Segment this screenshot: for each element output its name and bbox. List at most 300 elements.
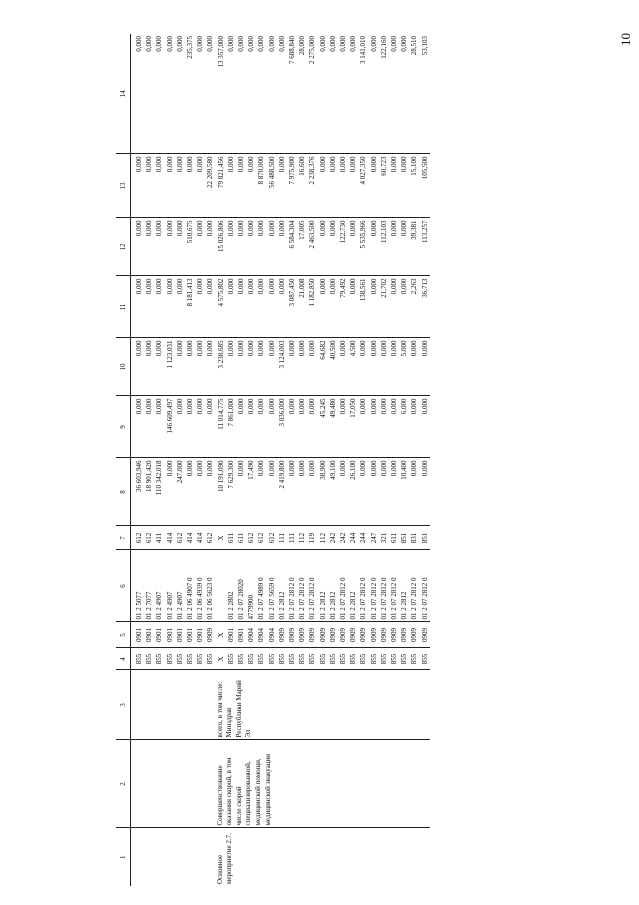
table-cell: 0,000 <box>195 338 205 396</box>
table-cell: 0,000 <box>307 396 317 458</box>
table-cell: 0,000 <box>131 396 145 458</box>
empty-cell <box>297 828 307 886</box>
table-row <box>144 34 154 886</box>
table-cell: 0,000 <box>267 218 277 276</box>
table-cell: 0,000 <box>246 396 256 458</box>
column-number-1: 1 <box>116 828 131 886</box>
table-cell: 1 182,850 <box>307 276 317 338</box>
cell-text: всего, в том числе: Минздрав Республики Марий Эл <box>215 680 253 738</box>
table-cell: 0,000 <box>154 276 164 338</box>
table-cell: 3 238,685 <box>216 338 226 396</box>
empty-cell <box>358 740 368 828</box>
table-cell: 105,500 <box>420 154 430 218</box>
table-cell: 851 <box>399 526 409 550</box>
table-cell: 01 2 4907 <box>154 550 164 622</box>
table-cell: 0,000 <box>185 154 195 218</box>
table-cell: 0909 <box>379 622 389 648</box>
table-cell: 0,000 <box>307 458 317 526</box>
table-cell: 7 975,900 <box>287 154 297 218</box>
table-cell: 0,000 <box>358 458 368 526</box>
empty-cell <box>409 670 419 740</box>
table-row <box>216 34 226 886</box>
table-cell: 7 629,300 <box>226 458 236 526</box>
empty-cell <box>131 670 145 740</box>
table-cell: 0,000 <box>175 338 185 396</box>
table-cell: 414 <box>185 526 195 550</box>
empty-cell <box>379 670 389 740</box>
empty-cell <box>328 828 338 886</box>
table-cell: 0,000 <box>409 396 419 458</box>
table-cell: 0,000 <box>185 458 195 526</box>
table-cell: 0,000 <box>236 276 246 338</box>
table-cell: 36,713 <box>420 276 430 338</box>
table-cell: 612 <box>144 526 154 550</box>
table-cell: 0,000 <box>338 338 348 396</box>
table-cell: 36 603,946 <box>131 458 145 526</box>
table-cell: 0,000 <box>236 396 246 458</box>
table-cell: 15,100 <box>409 154 419 218</box>
table-cell: 2 463,500 <box>307 218 317 276</box>
empty-cell <box>144 740 154 828</box>
table-cell: 0,000 <box>256 458 266 526</box>
table-cell: 0,000 <box>369 34 379 154</box>
table-cell: 611 <box>226 526 236 550</box>
column-number-2: 2 <box>116 740 131 828</box>
table-cell: 855 <box>297 648 307 670</box>
table-cell: 0,000 <box>389 276 399 338</box>
empty-cell <box>318 670 328 740</box>
empty-cell <box>195 740 205 828</box>
table-cell: 2 275,000 <box>307 34 317 154</box>
table-cell: 0,000 <box>165 276 175 338</box>
table-cell: 855 <box>195 648 205 670</box>
table-cell: 0901 <box>144 622 154 648</box>
table-cell: 510,675 <box>185 218 195 276</box>
table-cell: 01 2 2812 <box>277 550 287 622</box>
table-cell: 0,000 <box>297 396 307 458</box>
table-cell: X <box>216 648 226 670</box>
empty-cell <box>348 670 358 740</box>
table-cell: 855 <box>256 648 266 670</box>
table-cell: 414 <box>195 526 205 550</box>
table-cell: 0,000 <box>328 276 338 338</box>
table-row <box>379 34 389 886</box>
empty-cell <box>307 828 317 886</box>
table-cell: 49,100 <box>328 458 338 526</box>
table-cell: 122,160 <box>379 34 389 154</box>
table-cell: 0,000 <box>318 154 328 218</box>
table-row <box>409 34 419 886</box>
table-cell: 138,561 <box>358 276 368 338</box>
table-cell: 855 <box>348 648 358 670</box>
table-row <box>131 34 145 886</box>
table-cell: 0,000 <box>277 276 287 338</box>
table-cell: 01 2 7077 <box>144 550 154 622</box>
table-cell: 0,000 <box>131 276 145 338</box>
empty-cell <box>369 740 379 828</box>
table-cell: 0,000 <box>236 458 246 526</box>
empty-cell <box>348 828 358 886</box>
table-cell: 0,000 <box>175 34 185 154</box>
column-number-4: 4 <box>116 648 131 670</box>
table-cell: 01 2 2812 <box>318 550 328 622</box>
table-cell: 0,000 <box>205 396 215 458</box>
table-cell: 855 <box>389 648 399 670</box>
empty-cell <box>338 740 348 828</box>
table-cell: 612 <box>175 526 185 550</box>
table-cell: 0901 <box>165 622 175 648</box>
table-cell: 0,000 <box>195 276 205 338</box>
table-cell: 01 2 07 2812 0 <box>420 550 430 622</box>
table-cell: 10,400 <box>399 458 409 526</box>
table-cell: 855 <box>144 648 154 670</box>
table-cell: 0,000 <box>236 338 246 396</box>
table-cell: 247 <box>369 526 379 550</box>
table-cell: 0901 <box>154 622 164 648</box>
table-cell: 855 <box>399 648 409 670</box>
table-cell: 414 <box>165 526 175 550</box>
table-cell: 0,000 <box>348 218 358 276</box>
empty-cell <box>277 828 287 886</box>
table-cell: 0,000 <box>399 34 409 154</box>
table-cell: 0,000 <box>226 338 236 396</box>
empty-cell <box>328 670 338 740</box>
empty-cell <box>358 828 368 886</box>
table-cell: 0909 <box>409 622 419 648</box>
table-row <box>399 34 409 886</box>
table-cell: 113,257 <box>420 218 430 276</box>
table-cell: 01 2 07 2812 0 <box>409 550 419 622</box>
empty-cell <box>399 740 409 828</box>
table-cell: 855 <box>226 648 236 670</box>
table-row <box>348 34 358 886</box>
empty-cell <box>287 740 297 828</box>
table-cell: 22 209,580 <box>205 154 215 218</box>
table-cell: 21,008 <box>297 276 307 338</box>
table-cell: 79,492 <box>338 276 348 338</box>
cell-text: Основное мероприятие 2.7. <box>215 833 234 884</box>
table-cell: 17,005 <box>297 218 307 276</box>
empty-cell <box>379 740 389 828</box>
table-cell: 0,000 <box>267 458 277 526</box>
table-cell: 0,000 <box>379 338 389 396</box>
table-row <box>389 34 399 886</box>
rotated-table-container <box>116 34 506 886</box>
table-cell: 0,000 <box>154 338 164 396</box>
activity-name-cell <box>215 828 234 886</box>
table-cell: 8 870,000 <box>256 154 266 218</box>
table-cell: 0,000 <box>154 218 164 276</box>
table-cell: 0901 <box>236 622 246 648</box>
column-number-10: 10 <box>116 338 131 396</box>
table-cell: 0,000 <box>131 34 145 154</box>
table-cell: 0,000 <box>195 458 205 526</box>
table-cell: 0,000 <box>195 34 205 154</box>
table-cell: 0,000 <box>131 154 145 218</box>
table-cell: 01 2 4907 <box>165 550 175 622</box>
table-cell: 0,000 <box>205 276 215 338</box>
table-cell: 17,490 <box>246 458 256 526</box>
table-cell: 0,000 <box>399 276 409 338</box>
table-cell: 0901 <box>131 622 145 648</box>
table-cell: 611 <box>389 526 399 550</box>
table-row <box>185 34 195 886</box>
table-cell: 0,000 <box>131 338 145 396</box>
table-cell: 855 <box>420 648 430 670</box>
table-cell: 0,000 <box>389 338 399 396</box>
table-cell: 3 141,010 <box>358 34 368 154</box>
table-cell: 0,000 <box>256 34 266 154</box>
table-cell: 0,000 <box>267 276 277 338</box>
table-cell: 0901 <box>185 622 195 648</box>
empty-cell <box>205 670 215 740</box>
table-cell: 01 2 07 4989 0 <box>256 550 266 622</box>
activity-description-cell <box>215 740 272 828</box>
table-cell: 112 <box>318 526 328 550</box>
empty-cell <box>195 828 205 886</box>
table-cell: 855 <box>358 648 368 670</box>
table-cell: 855 <box>369 648 379 670</box>
empty-cell <box>420 670 430 740</box>
empty-cell <box>131 740 145 828</box>
table-cell: 0,000 <box>399 154 409 218</box>
table-cell: 0,000 <box>358 396 368 458</box>
empty-cell <box>256 828 266 886</box>
table-cell: 0,000 <box>318 218 328 276</box>
table-cell: 0,000 <box>348 276 358 338</box>
table-cell: 10 191,090 <box>216 458 226 526</box>
empty-cell <box>267 828 277 886</box>
table-cell: 0909 <box>338 622 348 648</box>
table-cell: 0909 <box>389 622 399 648</box>
table-cell: 0,000 <box>246 34 256 154</box>
empty-cell <box>328 740 338 828</box>
table-cell: 0,000 <box>175 276 185 338</box>
budget-table <box>116 34 430 886</box>
table-cell: 855 <box>318 648 328 670</box>
empty-cell <box>277 670 287 740</box>
table-cell: 01 2 07 28020 <box>236 550 246 622</box>
table-cell: 0,000 <box>338 34 348 154</box>
table-cell: 111 <box>277 526 287 550</box>
empty-cell <box>175 670 185 740</box>
table-cell: 0,000 <box>175 396 185 458</box>
empty-cell <box>369 670 379 740</box>
table-cell: 0901 <box>226 622 236 648</box>
empty-cell <box>256 670 266 740</box>
table-cell: 4 575,802 <box>216 276 226 338</box>
table-cell: 6 584,304 <box>287 218 297 276</box>
table-row <box>318 34 328 886</box>
empty-cell <box>195 670 205 740</box>
empty-cell <box>389 670 399 740</box>
table-cell: 612 <box>205 526 215 550</box>
column-number-6: 6 <box>116 550 131 622</box>
table-cell: 0909 <box>205 622 215 648</box>
table-cell: 0,000 <box>389 34 399 154</box>
table-cell: 0,000 <box>318 276 328 338</box>
table-cell: 0909 <box>328 622 338 648</box>
table-cell: 38,900 <box>318 458 328 526</box>
table-cell: 0,000 <box>267 396 277 458</box>
table-cell: 0,000 <box>175 154 185 218</box>
empty-cell <box>409 828 419 886</box>
table-cell: X <box>216 526 226 550</box>
column-number-8: 8 <box>116 458 131 526</box>
table-row <box>175 34 185 886</box>
table-cell: 855 <box>287 648 297 670</box>
table-cell: 242 <box>328 526 338 550</box>
table-cell: 855 <box>154 648 164 670</box>
table-cell: 0,000 <box>379 396 389 458</box>
table-cell: 0,000 <box>226 276 236 338</box>
table-cell: 0,000 <box>338 154 348 218</box>
table-row <box>277 34 287 886</box>
column-number-9: 9 <box>116 396 131 458</box>
table-cell: 0,000 <box>256 218 266 276</box>
table-cell: 0,000 <box>318 34 328 154</box>
table-cell: 13 357,000 <box>216 34 226 154</box>
empty-cell <box>205 828 215 886</box>
table-cell: 855 <box>131 648 145 670</box>
table-cell: 0909 <box>318 622 328 648</box>
empty-cell <box>185 670 195 740</box>
table-cell: 0,000 <box>205 34 215 154</box>
table-cell: 0,000 <box>256 396 266 458</box>
table-cell: 0,000 <box>389 154 399 218</box>
table-cell: 0,000 <box>348 154 358 218</box>
table-cell: 247,000 <box>175 458 185 526</box>
empty-cell <box>338 828 348 886</box>
table-cell: 0,000 <box>338 458 348 526</box>
column-number-3: 3 <box>116 670 131 740</box>
table-cell: 244 <box>358 526 368 550</box>
table-cell: 0,000 <box>369 396 379 458</box>
table-cell: 01 2 2812 <box>399 550 409 622</box>
table-cell: 855 <box>236 648 246 670</box>
table-cell: 855 <box>175 648 185 670</box>
table-cell: 5,000 <box>399 338 409 396</box>
empty-cell <box>277 740 287 828</box>
table-row <box>297 34 307 886</box>
table-cell: 0,000 <box>175 218 185 276</box>
table-cell: 0,000 <box>369 218 379 276</box>
table-cell: 119 <box>307 526 317 550</box>
table-cell: 612 <box>256 526 266 550</box>
table-cell: 244 <box>348 526 358 550</box>
table-cell: 855 <box>165 648 175 670</box>
table-cell: 0904 <box>256 622 266 648</box>
table-cell: 0,000 <box>195 154 205 218</box>
table-cell: 0,000 <box>195 396 205 458</box>
table-cell: 0,000 <box>420 396 430 458</box>
table-cell: 01 2 07 2812 0 <box>389 550 399 622</box>
empty-cell <box>358 670 368 740</box>
table-cell: 40,500 <box>328 338 338 396</box>
column-number-row <box>116 34 131 886</box>
table-cell: 01 2 4907 <box>175 550 185 622</box>
table-cell: 411 <box>154 526 164 550</box>
table-cell: 0,000 <box>420 338 430 396</box>
table-cell <box>216 550 226 622</box>
table-cell: 0909 <box>369 622 379 648</box>
table-cell: 0,000 <box>277 34 287 154</box>
empty-cell <box>297 670 307 740</box>
table-cell: 0,000 <box>236 34 246 154</box>
table-cell: 0909 <box>420 622 430 648</box>
page-number: 10 <box>618 33 633 46</box>
table-cell: 0,000 <box>226 154 236 218</box>
table-cell: 0,000 <box>205 338 215 396</box>
empty-cell <box>287 670 297 740</box>
table-cell: 0,000 <box>185 396 195 458</box>
table-cell: 01 2 07 2812 0 <box>358 550 368 622</box>
executor-cell <box>215 670 253 740</box>
table-cell: 0,000 <box>358 338 368 396</box>
table-cell: 21,702 <box>379 276 389 338</box>
table-cell: 0901 <box>175 622 185 648</box>
table-cell: 5 535,966 <box>358 218 368 276</box>
table-cell: 0,000 <box>246 338 256 396</box>
empty-cell <box>165 740 175 828</box>
table-cell: 112 <box>297 526 307 550</box>
table-cell: 3 036,000 <box>277 396 287 458</box>
empty-cell <box>144 670 154 740</box>
table-cell: 855 <box>409 648 419 670</box>
table-cell: 0,000 <box>267 34 277 154</box>
table-cell: 18 901,420 <box>144 458 154 526</box>
table-cell: 0,000 <box>389 396 399 458</box>
table-cell: 7 688,840 <box>287 34 297 154</box>
table-cell: 855 <box>338 648 348 670</box>
table-cell: 49,480 <box>328 396 338 458</box>
table-cell: 0,000 <box>267 338 277 396</box>
table-cell: 0,000 <box>205 218 215 276</box>
empty-cell <box>175 740 185 828</box>
empty-cell <box>185 740 195 828</box>
table-cell: 0,000 <box>277 154 287 218</box>
table-cell: 855 <box>246 648 256 670</box>
table-cell: 01 2 07 5659 0 <box>267 550 277 622</box>
table-cell: 855 <box>307 648 317 670</box>
table-cell: 851 <box>420 526 430 550</box>
empty-cell <box>307 670 317 740</box>
table-row <box>369 34 379 886</box>
table-cell: 0,000 <box>287 338 297 396</box>
table-row <box>358 34 368 886</box>
table-cell: 855 <box>379 648 389 670</box>
table-cell: 0,000 <box>236 154 246 218</box>
table-cell: 0,000 <box>420 458 430 526</box>
column-number-12: 12 <box>116 218 131 276</box>
table-cell: 39,381 <box>409 218 419 276</box>
table-cell: 0,000 <box>154 34 164 154</box>
empty-cell <box>246 828 256 886</box>
empty-cell <box>185 828 195 886</box>
empty-cell <box>287 828 297 886</box>
table-cell: 235,375 <box>185 34 195 154</box>
table-cell: 0,000 <box>195 218 205 276</box>
table-cell: 01 2 2802 <box>226 550 236 622</box>
table-cell: 0,000 <box>205 458 215 526</box>
table-cell: 17,050 <box>348 396 358 458</box>
table-cell: 612 <box>131 526 145 550</box>
column-number-13: 13 <box>116 154 131 218</box>
table-cell: 28,000 <box>297 34 307 154</box>
table-cell: 0,000 <box>338 396 348 458</box>
empty-cell <box>297 740 307 828</box>
table-cell: 111 <box>287 526 297 550</box>
